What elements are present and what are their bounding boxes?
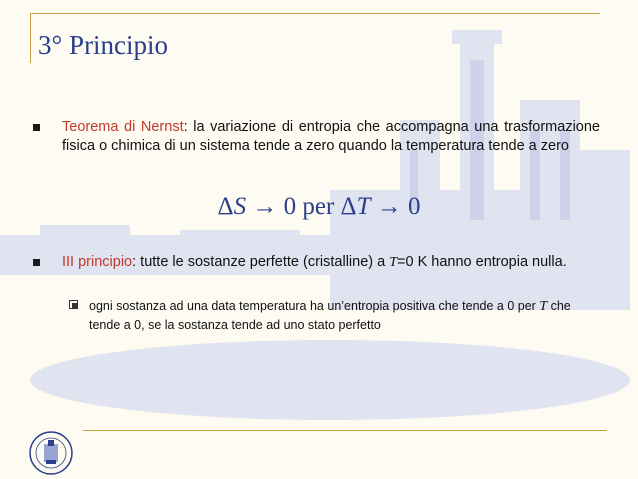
equation-part1: → 0 per bbox=[246, 193, 341, 220]
nernst-paragraph bbox=[62, 118, 600, 156]
bullet-square-1 bbox=[33, 124, 40, 131]
equation-delta: Δ bbox=[217, 193, 234, 220]
third-principle-t: T bbox=[389, 255, 398, 270]
entropy-equation bbox=[0, 193, 638, 221]
equation-part2: → 0 bbox=[370, 193, 421, 220]
sub-bullet-text-a: ogni sostanza ad una data temperatura ha un’entropia positiva che tende a 0 per bbox=[89, 299, 540, 313]
nernst-text: : la variazione di entropia che accompagna una trasformazione fisica o chimica di un sistema tende a zero quando la temperatura tende a zero bbox=[62, 119, 600, 154]
sub-bullet-paragraph bbox=[89, 297, 601, 334]
sub-bullet-box bbox=[69, 300, 78, 309]
third-principle-text-a: : tutte le sostanze perfette (cristalline) a bbox=[132, 254, 390, 270]
footer-rule bbox=[83, 430, 607, 431]
equation-s: S bbox=[233, 193, 247, 220]
bullet-square-2 bbox=[33, 259, 40, 266]
title-side-rule bbox=[30, 13, 31, 63]
title-top-rule bbox=[30, 13, 600, 14]
third-principle-text-b: =0 K hanno entropia nulla. bbox=[397, 254, 567, 270]
sub-bullet-text-b: che tende a 0, se la sostanza tende ad uno stato perfetto bbox=[89, 299, 571, 332]
slide-title: 3° Principio bbox=[38, 30, 169, 60]
equation-delta2: Δ bbox=[340, 193, 357, 220]
third-principle-term: III principio bbox=[62, 254, 133, 270]
third-principle-paragraph bbox=[62, 253, 600, 272]
nernst-term: Teorema di Nernst bbox=[62, 119, 184, 135]
equation-t: T bbox=[356, 193, 371, 220]
sub-bullet-t: T bbox=[539, 299, 548, 314]
university-seal-logo bbox=[20, 430, 82, 476]
